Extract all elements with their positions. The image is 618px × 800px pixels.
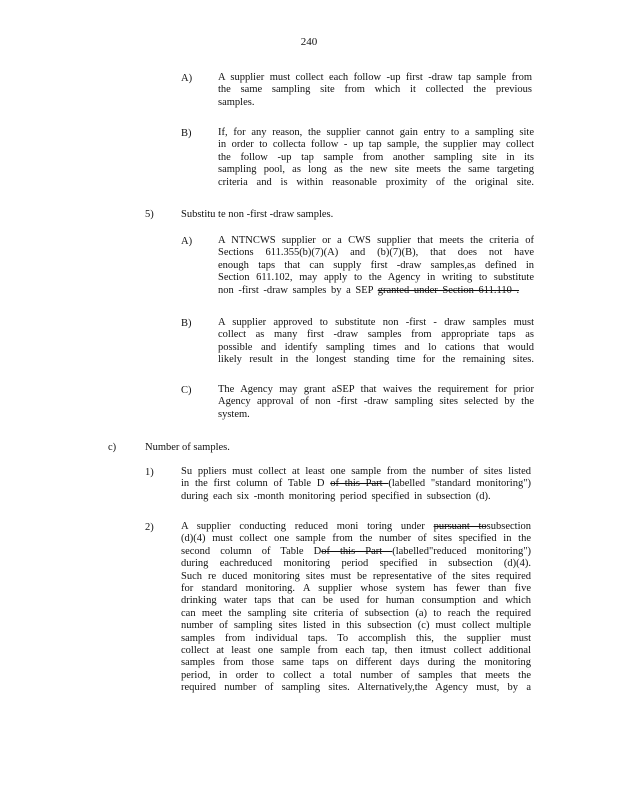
item-marker-b: B) bbox=[181, 318, 192, 329]
item-marker-5: 5) bbox=[145, 209, 154, 220]
text-line: Section 611.102, may apply to the Agency in writing to substitute bbox=[218, 272, 534, 284]
text-line: Su ppliers must collect at least one sample from the number of sites listed bbox=[181, 466, 531, 477]
paragraph-c-agency-waiver bbox=[218, 384, 534, 421]
text-line: during each six -month monitoring period specified in subsection (d). bbox=[181, 490, 491, 502]
text-line: (d)(4) must collect one sample from the number of sites specified in the bbox=[181, 533, 531, 545]
struck-text: of this Part bbox=[321, 545, 393, 557]
text-segment: A supplier conducting reduced moni toring under bbox=[181, 521, 434, 532]
text-line: for standard monitoring. A supplier whose system has fewer than five bbox=[181, 583, 531, 595]
paragraph-1-number-of-sites bbox=[181, 466, 531, 503]
struck-text: of this Part bbox=[330, 478, 389, 490]
item-marker-c: C) bbox=[181, 385, 192, 396]
subsection-marker-c: c) bbox=[108, 442, 117, 453]
text-line: during eachreduced monitoring period specified in subsection (d)(4). bbox=[181, 558, 531, 570]
item-marker-b: B) bbox=[181, 128, 192, 139]
text-line: drinking water taps that can be used for human consumption and which bbox=[181, 595, 531, 607]
text-line: Such re duced monitoring sites must be representative of the sites required bbox=[181, 570, 531, 582]
heading-substitute-samples: Substitu te non -first -draw samples. bbox=[181, 209, 334, 220]
paragraph-a-follow-up bbox=[218, 72, 532, 109]
text-line: criteria and is within reasonable proximity of the original site. bbox=[218, 176, 534, 188]
text-line bbox=[181, 546, 531, 558]
paragraph-a-sep-application bbox=[218, 235, 534, 297]
paragraph-2-reduced-monitoring bbox=[181, 521, 531, 695]
text-line: samples from individual taps. To accomplish this, the supplier must bbox=[181, 632, 531, 644]
text-line: If, for any reason, the supplier cannot gain entry to a sampling site bbox=[218, 127, 534, 138]
text-line: A supplier approved to substitute non -first - draw samples must bbox=[218, 317, 534, 328]
text-line: The Agency may grant aSEP that waives the requirement for prior bbox=[218, 384, 534, 395]
text-line: required number of sampling sites. Alternatively,the Agency must, by a bbox=[181, 682, 531, 694]
text-line bbox=[181, 521, 531, 533]
text-line: A NTNCWS supplier or a CWS supplier that meets the criteria of bbox=[218, 235, 534, 246]
text-line: collect at least one sample from each tap, then itmust collect additional bbox=[181, 645, 531, 657]
text-line: Agency approval of non -first -draw sampling sites selected by the bbox=[218, 396, 534, 408]
text-line: the same sampling site from which it collected the previous bbox=[218, 84, 532, 96]
text-line: samples from those same taps on different days during the monitoring bbox=[181, 657, 531, 669]
text-segment: second column of Table D bbox=[181, 545, 322, 557]
struck-text: pursuant to bbox=[433, 521, 487, 532]
text-line: period, in order to collect a total number of samples that meets the bbox=[181, 669, 531, 681]
paragraph-b-approved-substitute bbox=[218, 317, 534, 367]
heading-number-of-samples: Number of samples. bbox=[145, 442, 230, 453]
text-segment: (labelled"reduced monitoring") bbox=[392, 545, 531, 557]
text-line: the follow -up tap sample from another sampling site in its bbox=[218, 151, 534, 163]
text-line: Sections 611.355(b)(7)(A) and (b)(7)(B), that does not have bbox=[218, 247, 534, 259]
text-segment: non -first -draw samples by a SEP bbox=[218, 284, 378, 296]
text-line: possible and identify sampling times and lo cations that would bbox=[218, 341, 534, 353]
text-line bbox=[181, 478, 531, 490]
text-line: collect as many first -draw samples from appropriate taps as bbox=[218, 329, 534, 341]
struck-text: granted under Section 611.110 . bbox=[377, 284, 520, 296]
item-marker-1: 1) bbox=[145, 467, 154, 478]
item-marker-a: A) bbox=[181, 73, 193, 84]
page-number: 240 bbox=[300, 36, 318, 48]
text-line: number of sampling sites listed in this subsection (c) must collect multiple bbox=[181, 620, 531, 632]
text-segment: subsection bbox=[486, 521, 531, 532]
item-marker-a: A) bbox=[181, 236, 193, 247]
text-line: can meet the sampling site criteria of subsection (a) to reach the required bbox=[181, 607, 531, 619]
text-line: enough taps that can supply first -draw samples,as defined in bbox=[218, 259, 534, 271]
text-line bbox=[218, 285, 534, 297]
text-line: A supplier must collect each follow -up first -draw tap sample from bbox=[218, 72, 532, 83]
text-segment: (labelled "standard monitoring") bbox=[388, 478, 531, 490]
item-marker-2: 2) bbox=[145, 522, 154, 533]
text-line: likely result in the longest standing time for the remaining sites. bbox=[218, 354, 534, 366]
text-segment: in the first column of Table D bbox=[181, 478, 331, 490]
text-line: sampling pool, as long as the new site meets the same targeting bbox=[218, 164, 534, 176]
text-line: in order to collecta follow - up tap sample, the supplier may collect bbox=[218, 139, 534, 151]
text-line: samples. bbox=[218, 96, 255, 108]
text-line: system. bbox=[218, 408, 250, 420]
paragraph-b-alternate-site bbox=[218, 127, 534, 189]
